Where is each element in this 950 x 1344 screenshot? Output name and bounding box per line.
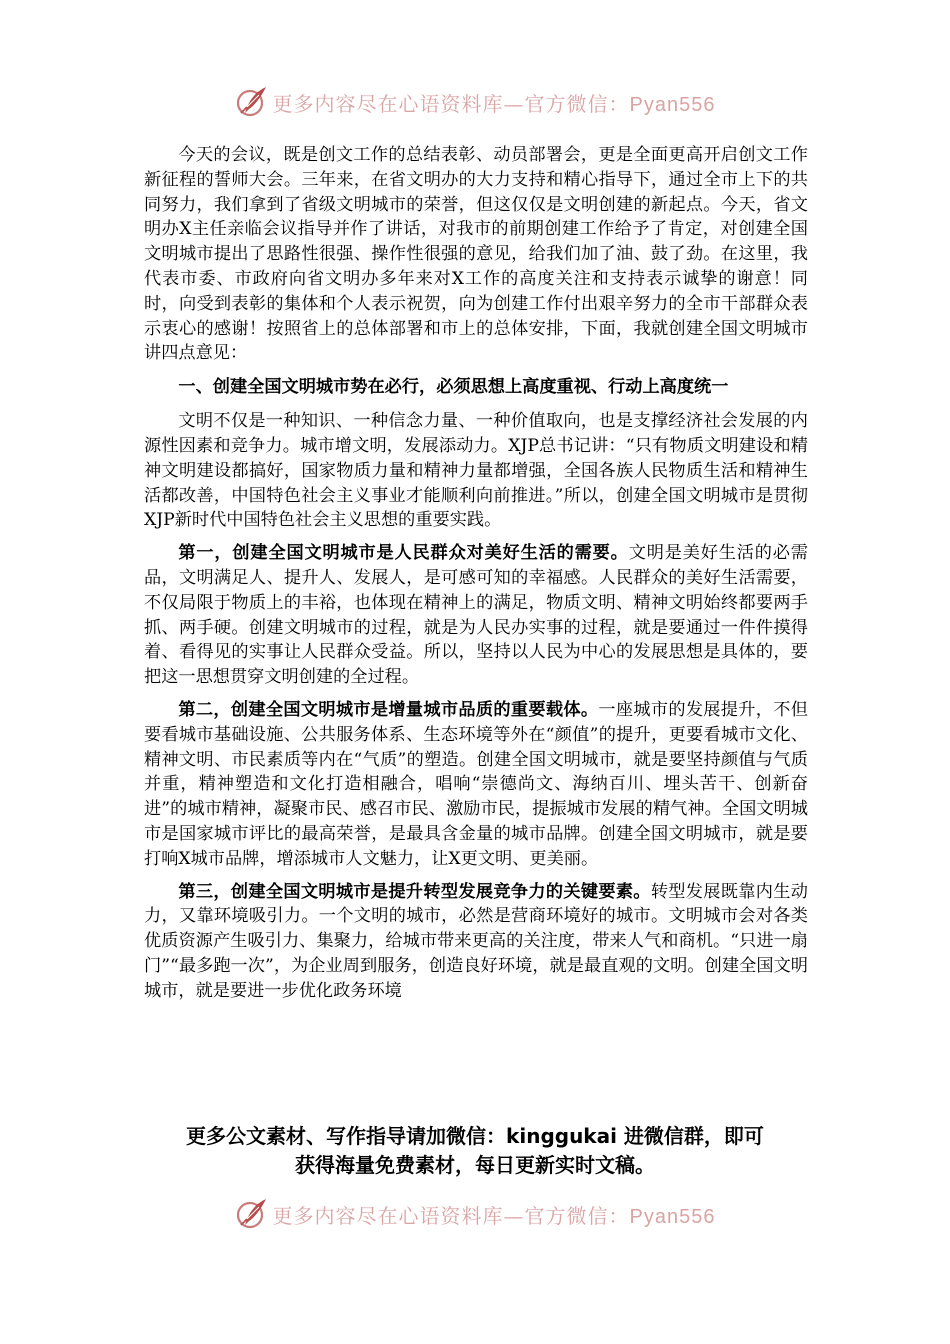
- point-3-paragraph: [144, 880, 808, 1004]
- point-2-paragraph: [144, 698, 808, 872]
- point-3-text: 转型发展既靠内生动力，又靠环境吸引力。一个文明的城市，必然是营商环境好的城市。文明城市会对各类优质资源产生吸引力、集聚力，给城市带来更高的关注度，带来人气和商机。“只进一扇门”“最多跑一次”，为企业周到服务，创造良好环境，就是最直观的文明。创建全国文明城市，就是要进一步优化政务环境: [144, 881, 808, 1001]
- point-2-text: 一座城市的发展提升，不但要看城市基础设施、公共服务体系、生态环境等外在“颜值”的提升，更要看城市文化、精神文明、市民素质等内在“气质”的塑造。创建全国文明城市，就是要坚持颜值与气质并重，精神塑造和文化打造相融合，唱响“崇德尚文、海纳百川、埋头苦干、创新奋进”的城市精神，凝聚市民、感召市民、激励市民，提振城市发展的精气神。全国文明城市是国家城市评比的最高荣誉，是最具含金量的城市品牌。创建全国文明城市，就是要打响X城市品牌，增添城市人文魅力，让X更文明、更美丽。: [144, 699, 808, 869]
- quill-feather-icon: [235, 1197, 269, 1231]
- watermark-prefix: 更多内容尽在心语资料库—官方微信：: [272, 1203, 630, 1228]
- watermark-banner-top: [0, 80, 950, 124]
- section-1-paragraph: 文明不仅是一种知识、一种信念力量、一种价值取向，也是支撑经济社会发展的内源性因素和竞争力。城市增文明，发展添动力。XJP总书记讲：“只有物质文明建设和精神文明建设都搞好，国家物质力量和精神力量都增强，全国各族人民物质生活和精神生活都改善，中国特色社会主义事业才能顺利向前推进。”所以，创建全国文明城市是贯彻XJP新时代中国特色社会主义思想的重要实践。: [144, 411, 808, 531]
- promo-line-2: 获得海量免费素材，每日更新实时文稿。: [295, 1153, 655, 1177]
- watermark-handle: Pyan556: [629, 1205, 716, 1228]
- point-1-paragraph: [144, 541, 808, 690]
- section-1-heading: 一、创建全国文明城市势在必行，必须思想上高度重视、行动上高度统一: [178, 377, 729, 398]
- intro-paragraph: 今天的会议，既是创文工作的总结表彰、动员部署会，更是全面更高开启创文工作新征程的誓师大会。三年来，在省文明办的大力支持和精心指导下，通过全市上下的共同努力，我们拿到了省级文明城市的荣誉，但这仅仅是文明创建的新起点。今天，省文明办X主任亲临会议指导并作了讲话，对我市的前期创建工作给予了肯定，对创建全国文明城市提出了思路性很强、操作性很强的意见，给我们加了油、鼓了劲。在这里，我代表市委、市政府向省文明办多年来对X工作的高度关注和支持表示诚挚的谢意！同时，向受到表彰的集体和个人表示祝贺，向为创建工作付出艰辛努力的全市干部群众表示衷心的感谢！按照省上的总体部署和市上的总体安排，下面，我就创建全国文明城市讲四点意见：: [144, 145, 808, 364]
- quill-feather-icon: [235, 85, 269, 119]
- document-body: [144, 143, 808, 1012]
- point-3-lead: 第三，创建全国文明城市是提升转型发展竞争力的关键要素。: [178, 881, 651, 902]
- promo-line-1: 更多公文素材、写作指导请加微信：kinggukai 进微信群，即可: [186, 1124, 764, 1148]
- watermark-handle: Pyan556: [629, 93, 716, 116]
- point-2-lead: 第二，创建全国文明城市是增量城市品质的重要载体。: [178, 699, 599, 720]
- point-1-lead: 第一，创建全国文明城市是人民群众对美好生活的需要。: [178, 543, 629, 564]
- promo-notice: [120, 1122, 830, 1180]
- watermark-prefix: 更多内容尽在心语资料库—官方微信：: [272, 91, 630, 116]
- point-1-text: 文明是美好生活的必需品，文明满足人、提升人、发展人，是可感可知的幸福感。人民群众的美好生活需要，不仅局限于物质上的丰裕，也体现在精神上的满足，物质文明、精神文明始终都要两手抓、两手硬。创建文明城市的过程，就是为人民办实事的过程，就是要通过一件件摸得着、看得见的实事让人民群众受益。所以，坚持以人民为中心的发展思想是具体的，要把这一思想贯穿文明创建的全过程。: [144, 543, 808, 688]
- watermark-banner-bottom: [0, 1192, 950, 1236]
